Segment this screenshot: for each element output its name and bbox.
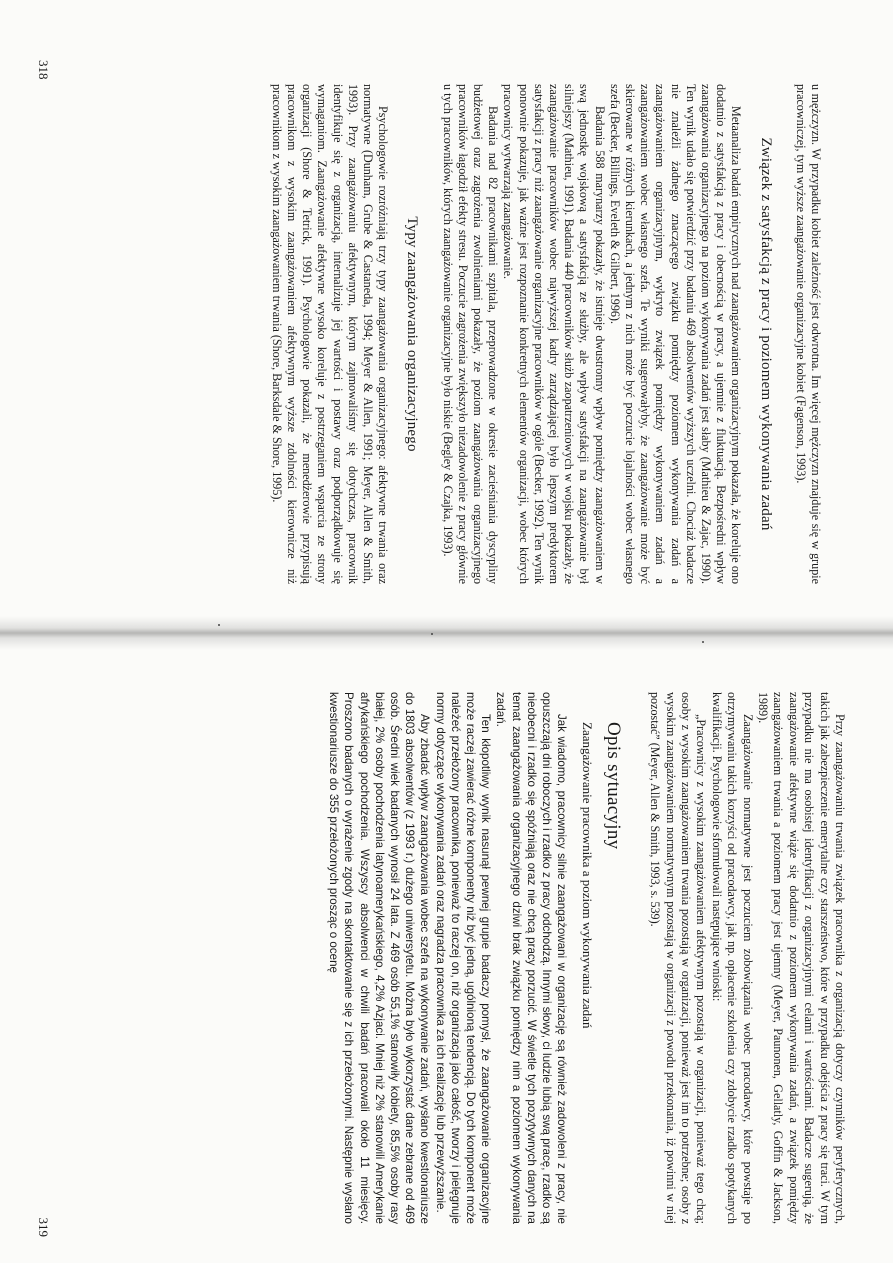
- page-number-right: 319: [36, 1217, 51, 1237]
- left-paragraph-1: Metaanaliza badań empirycznych nad zaangażowaniem organizacyjnym pokazała, że koreluje ono dodatnio z satysfakcją z pracy i obecnością w pracy, a ujemnie z fluktuacją. Bezpośredni wpływ zaangażowania organizacyjnego na poziom wykonywania zadań jest słaby (Mathieu & Zajac, 1990). Ten wynik udało się potwierdzić przy badaniu 469 absolwentów wyższych uczelni. Chociaż badacze nie znaleźli żadnego znaczącego związku pomiędzy poziomem wykonywania zadań a zaangażowaniem organizacyjnym, wykryto związek pomiędzy wykonywaniem zadań a zaangażowaniem wobec własnego szefa. Te wyniki sugerowałyby, że zaangażowanie może być skierowane w różnych kierunkach, a jednym z nich może być poczucie lojalności wobec własnego szefa (Becker, Billings, Eveleth & Gilbert, 1996).: [607, 84, 744, 584]
- section-heading-satisfaction: Związek z satysfakcją z pracy i poziomem wykonywania zadań: [757, 137, 774, 531]
- scan-speck: [218, 624, 220, 626]
- left-paragraph-4: Psychologowie rozróżniają trzy typy zaangażowania organizacyjnego: afektywne trwania oraz normatywne (Dunham, Grube & Castaneda, 1994; Meyer & Allen, 1991; Meyer, Allen & Smith, 1993). Przy zaangażowaniu afektywnym, którym zajmowaliśmy się dotychczas, pracownik identyfikuje się z organizacją, internalizuje jej wartości i postawy oraz podporządkowuje się wymaganiom. Zaangażowanie afektywne wysoko koreluje z postrzeganiem wsparcia ze strony organizacji (Shore & Tetrick, 1991). Psychologowie pokazali, że menedżerowie przypisują pracownikom z wysokim zaangażowaniem afektywnym wyższe zdolności kierownicze niż pracownikom z wysokim zaangażowaniem trwania (Shore, Barksdale & Shore, 1995).: [269, 84, 391, 584]
- right-page: [0, 640, 893, 1263]
- right-quote: „Pracownicy z wysokim zaangażowaniem afektywnym pozostają w organizacji, ponieważ tego chcą; osoby z wysokim zaangażowaniem trwania pozostają w organizacji, ponieważ jest im to potrzebne; osoby z wysokim zaangażowaniem normatywnym pozostają w organizacji z powodu przekonania, iż powinni w niej pozostać” (Meyer, Allen & Smith, 1993, s. 539).: [648, 692, 709, 1224]
- left-paragraph-3: Badania nad 82 pracownikami szpitala, przeprowadzone w okresie zacieśniania dyscypliny budżetowej oraz zagrożenia zwolnieniami pokazały, że poziom zaangażowania organizacyjnego pracowników łagodził efekty stresu. Poczucie zagrożenia zwiększyło niezadowolenie z pracy głównie u tych pracowników, których zaangażowanie organizacyjne było niskie (Begley & Czajka, 1993).: [440, 84, 501, 584]
- left-text-column: [269, 84, 824, 584]
- situational-paragraph-2: Ten kłopotliwy wynik nasunął pewnej grupie badaczy pomysł, że zaangażowanie organizacyjne może raczej zawierać różne komponenty niż być jedną, ugólnioną tendencją. Do tych komponent może należeć przełożony pracownika, ponieważ to raczej on, niż organizacja jako całość, tworzy i pielęgnuje normy dotyczące wykonywania zadań oraz nagradza pracownika za ich realizację lub przewyższanie.: [433, 692, 493, 1224]
- left-intro-paragraph: u mężczyzn. W przypadku kobiet zależność jest odwrotna. Im więcej mężczyzn znajduje się w grupie pracowniczej, tym wyższe zaangażowanie organizacyjne kobiet (Fagenson, 1993).: [793, 84, 823, 584]
- left-page: [0, 0, 893, 626]
- right-text-column: [326, 692, 847, 1224]
- section-heading-situational: Opis sytuacyjny: [602, 722, 624, 850]
- right-paragraph-1: Przy zaangażowaniu trwania związek pracownika z organizacją dotyczy czynników peryferycznych, takich jak zabezpieczenie emerytalne czy starszeństwo, które w przypadku odejścia z pracy się traci. W tym przypadku nie ma osobistej identyfikacji z organizacyjnymi celami i wartościami. Badacze sugerują, że zaangażowanie afektywne wiąże się dodatnio z poziomem wykonywania zadań, a związek pomiędzy zaangażowaniem trwania a poziomem pracy jest ujemny (Meyer, Paunonen, Gellatly, Goffin & Jackson, 1989).: [755, 692, 847, 1224]
- section-heading-types: Typy zaangażowania organizacyjnego: [404, 216, 421, 452]
- scan-speck: [702, 641, 704, 643]
- scan-speck: [431, 633, 433, 635]
- situational-paragraph-3: Aby zbadać wpływ zaangażowania wobec szefa na wykonywanie zadań, wysłano kwestionariusze do 1803 absolwentów (z 1993 r.) dużego uniwersytetu. Można było wykorzystać dane zebrane od 469 osób. Średni wiek badanych wynosił 24 lata. Z 469 osób 55,1% stanowiły kobiety, 85,5% osoby rasy białej, 2% osoby pochodzenia latynoamerykańskiego, 4,2% Azjaci. Mniej niż 2% stanowili Amerykanie afrykańskiego pochodzenia. Wszyscy absolwenci w chwili badań pracowali około 11 miesięcy. Proszono badanych o wyrażenie zgody na skontaktowanie się z ich przełożonymi. Następnie wysłano kwestionariusze do 355 przełożonych prosząc o ocenę: [327, 692, 432, 1224]
- situational-paragraph-1: Jak wiadomo, pracownicy silnie zaangażowani w organizację są również zadowoleni z pracy, nie opuszczają dni roboczych i rzadko z pracy odchodzą. Innymi słowy, ci ludzie lubią swą pracę, rzadko są nieobecni i rzadko się spóźniają oraz nie chcą pracy porzucić. W świetle tych pozytywnych danych na temat zaangażowania organizacyjnego dziwi brak związku pomiędzy nim a poziomem wykonywania zadań.: [494, 692, 569, 1224]
- right-paragraph-2: Zaangażowanie normatywne jest poczuciem zobowiązania wobec pracodawcy, które powstaje po otrzymywaniu takich korzyści od pracodawcy, jak np. opłacenie szkolenia czy zdobycie rzadko spotykanych kwalifikacji. Psychologowie sformułowali następujące wnioski:: [709, 692, 755, 1224]
- page-number-left: 318: [36, 60, 51, 80]
- subheading-commitment-performance: Zaangażowanie pracownika a poziom wykonywania zadań: [580, 722, 596, 1029]
- left-paragraph-2: Badania 588 marynarzy pokazały, że istnieje dwustronny wpływ pomiędzy zaangażowaniem w swą jednostkę wojskową a satysfakcją ze służby, ale wpływ satysfakcji na zaangażowanie był silniejszy (Mathieu, 1991). Badania 440 pracowników służb zaopatrzeniowych w wojsku pokazały, że zaangażowanie pracowników wobec najwyższej kadry zarządzającej było lepszym predyktorem satysfakcji z pracy niż zaangażowanie organizacyjne pracowników w ogóle (Becker, 1992). Ten wynik ponownie pokazuje, jak ważne jest rozpoznanie konkretnych elementów organizacji, wobec których pracownicy wytwarzają zaangażowanie.: [501, 84, 607, 584]
